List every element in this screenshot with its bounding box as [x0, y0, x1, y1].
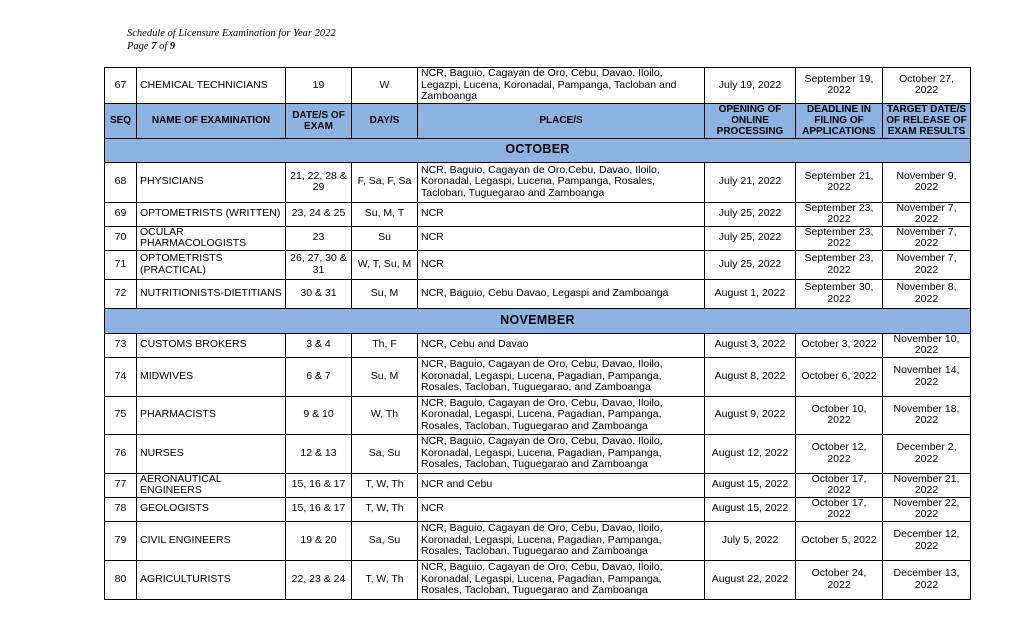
exam-schedule-table	[104, 67, 971, 600]
cell-deadline: October 10, 2022	[796, 396, 883, 434]
cell-seq: 75	[105, 396, 137, 434]
cell-day: T, W, Th	[352, 497, 418, 521]
cell-place: NCR	[418, 497, 705, 521]
cell-seq: 68	[105, 162, 137, 202]
page-current: 7	[151, 40, 157, 52]
cell-deadline: October 24, 2022	[796, 560, 883, 599]
document-title: Schedule of Licensure Examination for Year 2022	[127, 28, 336, 39]
cell-release: November 14, 2022	[883, 357, 971, 396]
cell-name: CIVIL ENGINEERS	[137, 521, 286, 560]
cell-date: 26, 27, 30 & 31	[286, 250, 352, 279]
cell-name: PHARMACISTS	[137, 396, 286, 434]
cell-deadline: September 23, 2022	[796, 250, 883, 279]
cell-deadline: September 30, 2022	[796, 279, 883, 308]
cell-date: 6 & 7	[286, 357, 352, 396]
table-row	[105, 560, 971, 599]
cell-release: October 27, 2022	[883, 68, 971, 104]
cell-deadline: October 3, 2022	[796, 333, 883, 357]
cell-release: November 8, 2022	[883, 279, 971, 308]
cell-opening: August 15, 2022	[705, 497, 796, 521]
cell-place: NCR and Cebu	[418, 473, 705, 497]
page-total: 9	[169, 40, 176, 52]
cell-deadline: October 5, 2022	[796, 521, 883, 560]
column-header-day: DAY/S	[352, 103, 418, 138]
cell-place: NCR, Baguio, Cagayan de Oro,Cebu, Davao, Iloilo, Koronadal, Legaspi, Lucena, Pampanga, Rosales, Tacloban, Tuguegarao and Zamboanga	[418, 162, 705, 202]
cell-release: November 18, 2022	[883, 396, 971, 434]
cell-seq: 77	[105, 473, 137, 497]
page-prefix: Page	[127, 40, 152, 52]
table-row	[105, 279, 971, 308]
table-row	[105, 434, 971, 473]
cell-day: Th, F	[352, 333, 418, 357]
cell-name: AGRICULTURISTS	[137, 560, 286, 599]
cell-place: NCR, Baguio, Cebu Davao, Legaspi and Zamboanga	[418, 279, 705, 308]
cell-opening: August 3, 2022	[705, 333, 796, 357]
table-row	[105, 68, 971, 104]
cell-opening: July 19, 2022	[705, 68, 796, 104]
cell-seq: 74	[105, 357, 137, 396]
month-label: NOVEMBER	[105, 308, 971, 333]
cell-date: 3 & 4	[286, 333, 352, 357]
table-row	[105, 162, 971, 202]
cell-name: OPTOMETRISTS (WRITTEN)	[137, 202, 286, 226]
cell-opening: July 21, 2022	[705, 162, 796, 202]
table-row	[105, 497, 971, 521]
column-header-deadline: DEADLINE IN FILING OF APPLICATIONS	[796, 103, 883, 138]
cell-opening: August 22, 2022	[705, 560, 796, 599]
cell-name: CHEMICAL TECHNICIANS	[137, 68, 286, 104]
cell-place: NCR, Baguio, Cagayan de Oro, Cebu, Davao, Iloilo, Koronadal, Legaspi, Lucena, Pagadian, Pampanga, Rosales, Tacloban, Tuguegarao, and Zamboanga	[418, 357, 705, 396]
cell-day: Su	[352, 226, 418, 250]
cell-date: 12 & 13	[286, 434, 352, 473]
month-row-november	[105, 308, 971, 333]
cell-day: Su, M	[352, 279, 418, 308]
cell-opening: August 9, 2022	[705, 396, 796, 434]
page-number	[127, 41, 336, 54]
table-row	[105, 473, 971, 497]
cell-date: 21, 22, 28 & 29	[286, 162, 352, 202]
cell-place: NCR, Baguio, Cagayan de Oro, Cebu, Davao, Iloilo, Legazpi, Lucena, Koronadal, Pampanga, Tacloban and Zamboanga	[418, 68, 705, 104]
cell-date: 22, 23 & 24	[286, 560, 352, 599]
page-header	[127, 28, 336, 53]
cell-day: T, W, Th	[352, 560, 418, 599]
cell-name: NURSES	[137, 434, 286, 473]
cell-name: OPTOMETRISTS (PRACTICAL)	[137, 250, 286, 279]
cell-opening: July 25, 2022	[705, 202, 796, 226]
cell-date: 30 & 31	[286, 279, 352, 308]
table-body	[105, 68, 971, 600]
column-header-release: TARGET DATE/S OF RELEASE OF EXAM RESULTS	[883, 103, 971, 138]
cell-seq: 67	[105, 68, 137, 104]
cell-release: November 21, 2022	[883, 473, 971, 497]
column-header-date: DATE/S OF EXAM	[286, 103, 352, 138]
cell-day: F, Sa, F, Sa	[352, 162, 418, 202]
cell-opening: August 12, 2022	[705, 434, 796, 473]
cell-deadline: October 17, 2022	[796, 473, 883, 497]
cell-deadline: September 23, 2022	[796, 202, 883, 226]
cell-name: NUTRITIONISTS-DIETITIANS	[137, 279, 286, 308]
cell-place: NCR, Baguio, Cagayan de Oro, Cebu, Davao, Iloilo, Koronadal, Legaspi, Lucena, Pagadian, Pampanga, Rosales, Tacloban, Tuguegarao and Zamboanga	[418, 521, 705, 560]
cell-place: NCR, Baguio, Cagayan de Oro, Cebu, Davao, Iloilo, Koronadal, Legaspi, Lucena, Pagadian, Pampanga, Rosales, Tacloban, Tuguegarao and Zamboanga	[418, 434, 705, 473]
cell-name: GEOLOGISTS	[137, 497, 286, 521]
cell-seq: 70	[105, 226, 137, 250]
cell-seq: 78	[105, 497, 137, 521]
cell-opening: July 25, 2022	[705, 226, 796, 250]
cell-place: NCR	[418, 250, 705, 279]
cell-name: OCULAR PHARMACOLOGISTS	[137, 226, 286, 250]
cell-deadline: September 19, 2022	[796, 68, 883, 104]
table-row	[105, 396, 971, 434]
table-row	[105, 333, 971, 357]
cell-day: Su, M, T	[352, 202, 418, 226]
cell-name: PHYSICIANS	[137, 162, 286, 202]
cell-seq: 76	[105, 434, 137, 473]
cell-place: NCR	[418, 226, 705, 250]
cell-date: 19	[286, 68, 352, 104]
column-header-opening: OPENING OF ONLINE PROCESSING	[705, 103, 796, 138]
cell-name: AERONAUTICAL ENGINEERS	[137, 473, 286, 497]
cell-opening: July 5, 2022	[705, 521, 796, 560]
page-of: of	[156, 40, 170, 52]
cell-seq: 73	[105, 333, 137, 357]
column-header-row	[105, 103, 971, 138]
cell-opening: July 25, 2022	[705, 250, 796, 279]
cell-seq: 72	[105, 279, 137, 308]
cell-day: W, T, Su, M	[352, 250, 418, 279]
table-row	[105, 202, 971, 226]
cell-date: 19 & 20	[286, 521, 352, 560]
cell-date: 15, 16 & 17	[286, 473, 352, 497]
cell-deadline: September 23, 2022	[796, 226, 883, 250]
cell-date: 9 & 10	[286, 396, 352, 434]
cell-deadline: September 21, 2022	[796, 162, 883, 202]
cell-release: November 10, 2022	[883, 333, 971, 357]
cell-release: December 2, 2022	[883, 434, 971, 473]
table-row	[105, 521, 971, 560]
month-row-october	[105, 138, 971, 162]
column-header-seq: SEQ	[105, 103, 137, 138]
cell-deadline: October 12, 2022	[796, 434, 883, 473]
cell-release: November 9, 2022	[883, 162, 971, 202]
cell-seq: 69	[105, 202, 137, 226]
cell-release: November 22, 2022	[883, 497, 971, 521]
cell-date: 15, 16 & 17	[286, 497, 352, 521]
cell-seq: 80	[105, 560, 137, 599]
cell-opening: August 8, 2022	[705, 357, 796, 396]
column-header-place: PLACE/S	[418, 103, 705, 138]
table-row	[105, 226, 971, 250]
cell-opening: August 1, 2022	[705, 279, 796, 308]
cell-release: December 13, 2022	[883, 560, 971, 599]
cell-opening: August 15, 2022	[705, 473, 796, 497]
cell-day: Su, M	[352, 357, 418, 396]
cell-day: T, W, Th	[352, 473, 418, 497]
table-row	[105, 357, 971, 396]
cell-date: 23	[286, 226, 352, 250]
cell-day: W	[352, 68, 418, 104]
column-header-name: NAME OF EXAMINATION	[137, 103, 286, 138]
cell-release: November 7, 2022	[883, 250, 971, 279]
cell-place: NCR, Cebu and Davao	[418, 333, 705, 357]
cell-release: November 7, 2022	[883, 226, 971, 250]
month-label: OCTOBER	[105, 138, 971, 162]
table-row	[105, 250, 971, 279]
cell-deadline: October 17, 2022	[796, 497, 883, 521]
cell-place: NCR, Baguio, Cagayan de Oro, Cebu, Davao, Iloilo, Koronadal, Legaspi, Lucena, Pagadian, Pampanga, Rosales, Tacloban, Tuguegarao and Zamboanga	[418, 396, 705, 434]
cell-release: November 7, 2022	[883, 202, 971, 226]
cell-deadline: October 6, 2022	[796, 357, 883, 396]
cell-seq: 71	[105, 250, 137, 279]
cell-date: 23, 24 & 25	[286, 202, 352, 226]
cell-place: NCR, Baguio, Cagayan de Oro, Cebu, Davao, Iloilo, Koronadal, Legaspi, Lucena, Pagadian, Pampanga, Rosales, Tacloban, Tuguegarao and Zamboanga	[418, 560, 705, 599]
cell-release: December 12, 2022	[883, 521, 971, 560]
cell-place: NCR	[418, 202, 705, 226]
cell-day: Sa, Su	[352, 434, 418, 473]
cell-name: CUSTOMS BROKERS	[137, 333, 286, 357]
cell-day: Sa, Su	[352, 521, 418, 560]
cell-seq: 79	[105, 521, 137, 560]
cell-day: W, Th	[352, 396, 418, 434]
cell-name: MIDWIVES	[137, 357, 286, 396]
